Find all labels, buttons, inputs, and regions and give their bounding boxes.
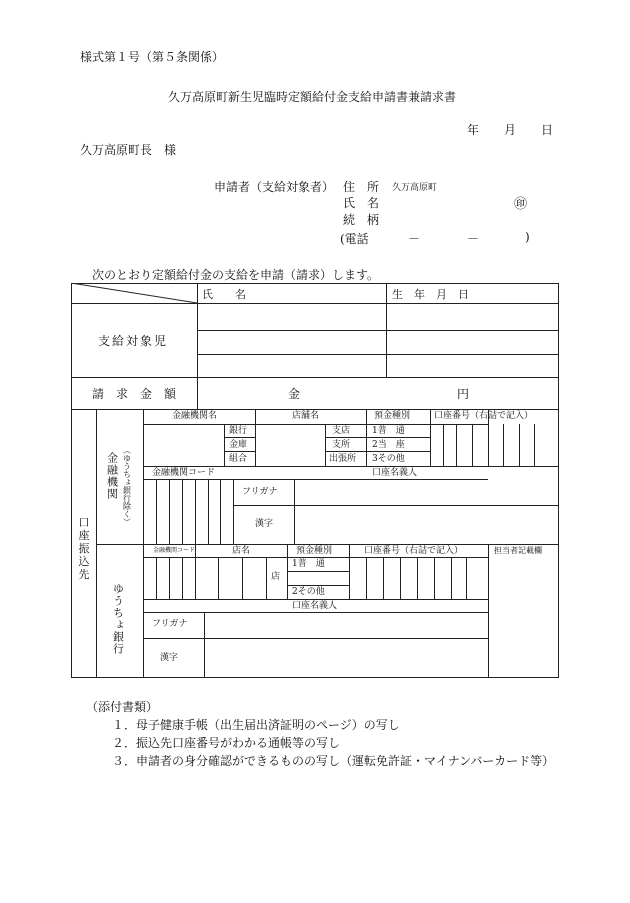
bank-furigana-label: フリガナ [242, 487, 278, 497]
amount-label: 請 求 金 額 [92, 387, 177, 401]
deposit-type-option: 2当 座 [372, 440, 405, 450]
institution-type: 組合 [229, 454, 248, 464]
phone-close: ) [525, 230, 530, 244]
attachment-item: １．母子健康手帳（出生届出済証明のページ）の写し [112, 718, 400, 732]
yucho-section-label: ゆうちょ銀行 [111, 583, 125, 655]
date-year-label: 年 [467, 123, 480, 137]
phone-dash-1: － [408, 232, 421, 246]
bank-section-note: （ゆうちょ銀行除く） [122, 446, 132, 526]
yucho-branch-char: 店 [271, 572, 281, 582]
attachments-title: （添付書類） [86, 700, 159, 714]
account-holder-header: 口座名義人 [372, 468, 418, 478]
diagonal-line [71, 283, 197, 303]
account-number-header: 口座番号（右詰で記入） [434, 411, 534, 421]
deposit-type-option: 3その他 [372, 454, 405, 464]
staff-header: 担当者記載欄 [494, 546, 542, 555]
yucho-code-header: 金融機関コード [153, 547, 196, 554]
amount-suffix: 円 [457, 387, 470, 401]
amount-prefix: 金 [288, 387, 301, 401]
yucho-kanji-label: 漢字 [160, 653, 179, 663]
name-header: 氏 名 [202, 288, 246, 301]
relation-label: 続 柄 [343, 213, 380, 227]
seal-mark: ㊞ [514, 197, 528, 212]
phone-label: (電話 [340, 232, 369, 246]
institution-type: 銀行 [229, 426, 248, 436]
branch-type: 支所 [332, 440, 351, 450]
request-text: 次のとおり定額給付金の支給を申請（請求）します。 [92, 268, 380, 282]
child-label: 支給対象児 [98, 334, 169, 348]
addressee: 久万高原町長 様 [80, 143, 177, 157]
phone-dash-2: － [467, 232, 480, 246]
form-number: 様式第１号（第５条関係） [80, 50, 225, 64]
bank-code-header: 金融機関コード [152, 468, 216, 478]
deposit-type-header: 預金種別 [374, 411, 411, 421]
applicant-label: 申請者（支給対象者） [214, 180, 335, 194]
document-title: 久万高原町新生児臨時定額給付金支給申請書兼請求書 [168, 90, 457, 104]
name-label: 氏 名 [343, 196, 380, 210]
yucho-deposit-type-option: 2その他 [292, 587, 325, 597]
attachment-item: ３．申請者の身分確認ができるものの写し（運転免許証・マイナンバーカード等） [112, 754, 555, 768]
yucho-branch-header: 店名 [232, 546, 251, 556]
address-label: 住 所 [343, 180, 380, 194]
bank-section-label: 金融機関 [105, 452, 119, 500]
deposit-type-option: 1普 通 [372, 426, 405, 436]
institution-type: 金庫 [229, 440, 248, 450]
yucho-holder-header: 口座名義人 [292, 601, 338, 611]
birthdate-header: 生 年 月 日 [392, 288, 469, 301]
branch-header: 店舗名 [292, 411, 320, 421]
yucho-deposit-type-option: 1普 通 [292, 559, 325, 569]
institution-header: 金融機関名 [172, 411, 218, 421]
bank-kanji-label: 漢字 [255, 519, 274, 529]
branch-type: 支店 [332, 426, 351, 436]
attachment-item: ２．振込先口座番号がわかる通帳等の写し [112, 736, 341, 750]
date-month-label: 月 [504, 123, 517, 137]
yucho-furigana-label: フリガナ [152, 619, 188, 629]
transfer-label: 口座振込先 [78, 516, 90, 581]
yucho-account-header: 口座番号（右詰で記入） [364, 546, 464, 556]
branch-type: 出張所 [329, 454, 357, 464]
date-day-label: 日 [541, 123, 554, 137]
yucho-deposit-type-header: 預金種別 [296, 546, 333, 556]
address-prefix: 久万高原町 [392, 183, 438, 193]
